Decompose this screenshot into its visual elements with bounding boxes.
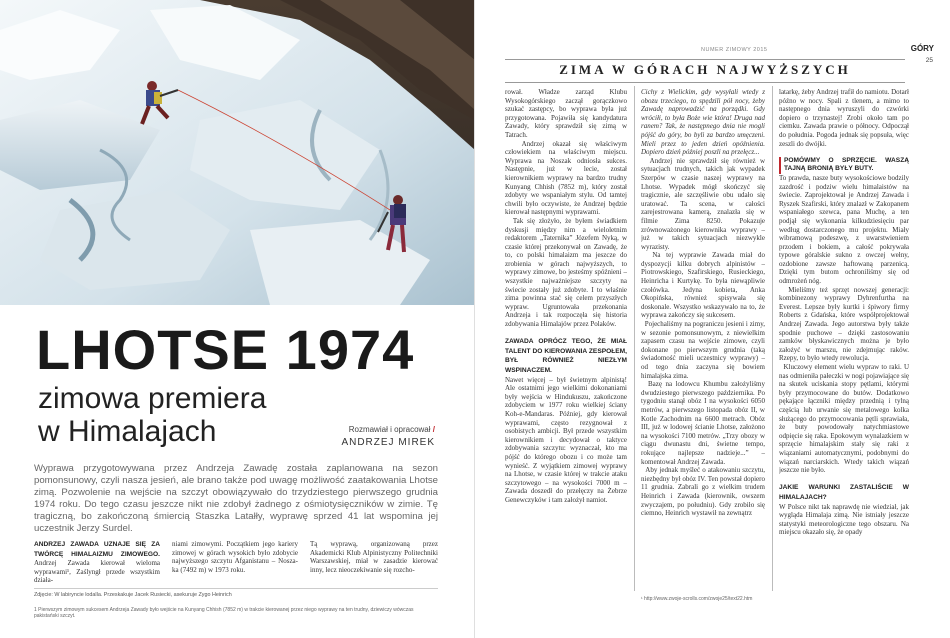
page-number: 25 (925, 57, 933, 64)
right-page (475, 0, 950, 638)
paragraph: Nawet więcej – był świetnym alpinistą! Ale ostatnimi jego wielkimi dokonaniami były wejścia w Hindukuszu, zakończone zdobyciem w 1977 roku wielkiej ściany Koh-e-Mandaras. Później, gdy kierował wyprawami, często rezygnował z osobistych ambicji. Był przede wszystkim kierownikiem i decydował o taktyce zdobywania szczytu: wyznaczał, kto ma pójść do którego obozu i co może tam wynieść. Z wyjątkiem zimowej wyprawy na Lhotse, w czasie której w trakcie ataku szczytowego – na wysokości 7000 m – Zawada doszedł do przełęczy na Żebrze Genewczyków i tam założył namiot. (505, 375, 627, 504)
left-column-3: Tą wyprawą, organizowaną przez Akademicki Klub Alpinistyczny Politechniki Warszawskiej, miał w zasadzie kierować inny, lecz nieoczekiwanie się rozcho- (310, 540, 438, 574)
left-column-2: niami zimowymi. Początkiem jego kariery zimowej w górach wysokich było zdobycie najwyższego szczytu Afganistanu – Nosza-ka (7492 m) w 1973 roku. (172, 540, 298, 574)
paragraph: Andrzej nie sprawdził się również w sytuacjach trudnych, takich jak wypadek Szerpów w czasie naszej wyprawy na Lhotse. Wypadek mógł skończyć się tragicznie, ale szczęśliwie obu udało się uratować. Ta scena, w całości zarejestrowana kamerą, znalazła się w filmie Zima 8250. Pokazuje zrównoważonego kierownika wyprawy – już w takich sytuacjach niezwykle wyrazisty. (641, 156, 765, 251)
column-divider (634, 86, 635, 591)
paragraph: Pojechaliśmy na pograniczu jesieni i zimy, w sezonie pomonsunowym, z niewielkim zapasem czasu na wejście zimowe, czyli dokonane po pierwszym grudnia (taką świadomość mieli uczestnicy wyprawy) – od tego dnia zaczyna się bowiem himalajska zima. (641, 320, 765, 380)
byline (300, 425, 435, 434)
column-heading: JAKIE WARUNKI ZASTALIŚCIE W HIMALAJACH? (779, 484, 909, 501)
expedition-photo (0, 0, 475, 305)
right-column-3 (779, 88, 909, 593)
byline-label: Rozmawiał i opracował (348, 425, 431, 434)
article-headline: LHOTSE 1974 (36, 318, 415, 381)
section-title: ZIMA W GÓRACH NAJWYŻSZYCH (505, 62, 905, 83)
column-text: Andrzej Zawada kierował wieloma wyprawami¹, Zaślyngł przede wszystkim działa- (34, 559, 160, 584)
column-footnote: ¹ http://www.zwoje-scrolls.com/zwoje25/text22.htm (641, 596, 753, 602)
author-name: ANDRZEJ MIREK (341, 437, 435, 448)
paragraph: latarkę, żeby Andrzej trafił do namiotu. Dotarł późno w nocy. Spali z tlenem, a mimo to następnego dnia wyruszyli do czwórki dopiero o trzynastej! Zrobi około tam po ciemku. Zawada prawie o północy. Odpoczął do południa. Pogoda jednak się popsuła, więc zeszli do dwójki. (779, 88, 909, 148)
paragraph: Tak się złożyło, że byłem świadkiem dyskusji między nim a wieloletnim redaktorem „Taternika” Józefem Nyką, w czasie której przekonywał on Zawadę, że to, co polski himalaizm ma jeszcze do zrobienia w górach najwyższych, to wyprawy zimowe, bo jesteśmy spóźnieni – wszystkie najważniejsze szczyty na świecie zostały już zdobyte. I to właśnie zima powinna stać się celem przyszłych wypraw. Ugruntowała przekonania Andrzeja i tak rozpoczęła się historia zdobywania Himalajów przez Polaków. (505, 216, 627, 329)
byline-slash: / (432, 425, 435, 434)
column-divider (772, 86, 773, 591)
paragraph: To prawda, nasze buty wysokościowe bodzily zazdrość i podziw wielu himalaistów na świecie. Zaprojektował je Andrzej Zawada i Ryszek Szafirski, który znalazł w Zakopanem wspaniałego szewca, pana Muchę, a ten podjął się wykonania kilkudziesięciu par według dostarczonego mu projektu. Miały wibramową podeszwę, z uwarstwieniem przodem i bokiem, a całość pokrywała typowe góralskie sukno z owczej wełny, ozdobione zawsze haftowaną parzenicą. Dzięki tym butom ochroniliśmy się od odmrożeń nóg. (779, 173, 909, 286)
photo-credit: Zdjęcie: W labiryncie lodalla. Przeskakuje Jacek Rusiecki, asekuruje Zygo Heinrich (34, 588, 438, 598)
magazine-name: GÓRY (910, 44, 934, 53)
right-column-1 (505, 88, 627, 593)
right-column-2 (641, 88, 765, 593)
quote-paragraph: Cichy z Wielickim, gdy wysyłali wtedy z obozu trzeciego, to spędzili pół nocy, żeby Zawadę naprowadzić na porządki. Gdy wróciłi, to była Boże wie która! Druga nad ranem? Tak, że następnego dnia nie mogli pójść do góry, bo byli za bardzo umęczeni. Mieli przez to jeden dzień opóźnienia. Dopiero dzień później poszli na przełęcz... (641, 88, 765, 157)
column-lead-heading: ANDRZEJ ZAWADA UZNAJE SIĘ ZA TWÓRCĘ HIMALAIZMU ZIMOWEGO. (34, 541, 160, 558)
article-subtitle (38, 382, 266, 448)
paragraph: Kluczowy element wielu wypraw to raki. U nas odmieniła pałeczki w nogi pojawiające się na skutek uciskania stopy pętlami, którymi były przymocowane do butów. Dodatkowo pękające łączniki między przednią i tylną częścią lub urwanie się metalowego kolka służącego do przymocowania pętli sprawiała, że buty powodowały natychmiastowe odpięcie się raka. Epokowym wynalazkiem w sprzęcie himalajskim stały się raki z wiązaniami automatycznymi, podobnymi do wiązań narciarskich. Wtedy takich wiązań jeszcze nie było. (779, 363, 909, 475)
column-heading: ZAWADA OPRÓCZ TEGO, ŻE MIAŁ TALENT DO KIEROWANIA ZESPOŁEM, BYŁ RÓWNIEŻ NIEZŁYM WSPINACZEM. (505, 338, 627, 374)
column-heading: POMÓWMY O SPRZĘCIE. WASZĄ TAJNĄ BRONIĄ BYŁY BUTY. (779, 157, 909, 174)
paragraph: Na tej wyprawie Zawada miał do dyspozycji kilku dobrych alpinistów – Piotrowskiego, Szafirskiego, Rusieckiego, Heinricha i Kurtykę. To była niewąpliwie czołówka. Jedyna kobieta, Anka Okopińska, również spisywała się doskonale. Wszystko wskazywało na to, że wyprawa zakończy się sukcesem. (641, 251, 765, 320)
paragraph: rował. Władze zarząd Klubu Wysokogórskiego zaczął gorączkowo szukać zastępcy, bo wyprawa była już przygotowana. Pojawiła się kandydatura Zawady, który sprawdził się zimą w Tatrach. (505, 88, 627, 139)
issue-label: NUMER ZIMOWY 2015 (701, 47, 768, 53)
paragraph: Bazę na lodowcu Khumbu założyliśmy dwudziestego pierwszego października. Po tygodniu stanął obóz I na wysokości 6050 metrów, a pierwszego listopada obóz II, w Kotle Zachodnim na 6600 metrach. Obóz III, już w lodowej ścianie Lhotse, założono na wysokości 7100 metrów. „Trzy obozy w ciągu dwunastu dni, świetne tempo, rokujące najlepsze nadzieje...” – komentował Andrzej Zawada. (641, 380, 765, 466)
left-column-1 (34, 540, 160, 584)
paragraph: Aby jednak myśleć o atakowaniu szczytu, niezbędny był obóz IV. Ten powstał dopiero 11 grudnia. Zabrali go z wielkim trudem Heinrich i Zawada (kierownik, owszem zwyczajem, po południu). Gdy zrobiło się ciemno, Heinrich wystawił na zewnątrz (641, 466, 765, 518)
section-rule (505, 59, 905, 60)
paragraph: W Polsce nikt tak naprawdę nie wiedział, jak wygląda Himalaja zimą. Nie istniały jeszcze statystyki meteorologiczne tego obszaru. Na miejscu okazało się, że opady (779, 502, 909, 537)
subtitle-line-2: w Himalajach (38, 415, 217, 448)
footnote: 1 Pierwszym zimowym sukcesem Andrzeja Zawady było wejście na Kunyang Chhish (7852 m) w trakcie kierowanej przez niego wyprawy na ten trudny, dziewiczy wówczas pakistański szczyt. (34, 607, 414, 619)
paragraph: Andrzej okazał się właściwym człowiekiem na właściwym miejscu. Wyprawa na Noszak odniosła sukces. Następnie, już w lecie, został kierownikiem wyprawy na bardzo trudny Kunyang Chhish (7852 m), który został zdobyty we wspaniałym stylu. Od tamtej chwili było oczywiste, że Andrzej będzie kierował następnymi wyprawami. (505, 139, 627, 217)
subtitle-line-1: zimowa premiera (38, 382, 267, 415)
paragraph: Mieliśmy też sprzęt nowszej generacji: kombinezony wyprawy Dyhrenfurtha na Everest. Lepsze były kurtki i śpiwory firmy Roberts z Gdańska, które współprojektował Andrzej Zawada. Jego autorstwa były także spodnie puchowe – dzięki zastosowaniu zamków błyskawicznych można je było założyć w marszu, nie zdejmując raków. Rzepy, to było wtedy rewolucja. (779, 285, 909, 363)
lead-paragraph: Wyprawa przygotowywana przez Andrzeja Zawadę została zaplanowana na sezon pomonsunowy, czyli nasza jesień, ale brano także pod uwagę możliwość zaatakowania Lhotse zimą. Pozwolenie na wejście na szczyt obowiązywało do trzydziestego pierwszego grudnia 1974 roku. Do tego czasu jeszcze nikt nie zdobył żadnego z ośmiotysięczników w zimie. Tę tragiczną, bo zakończoną śmiercią Staszka Latałły, wyprawę sprzed 41 lat wspomina jej uczestnik Jerzy Surdel. (34, 463, 438, 534)
